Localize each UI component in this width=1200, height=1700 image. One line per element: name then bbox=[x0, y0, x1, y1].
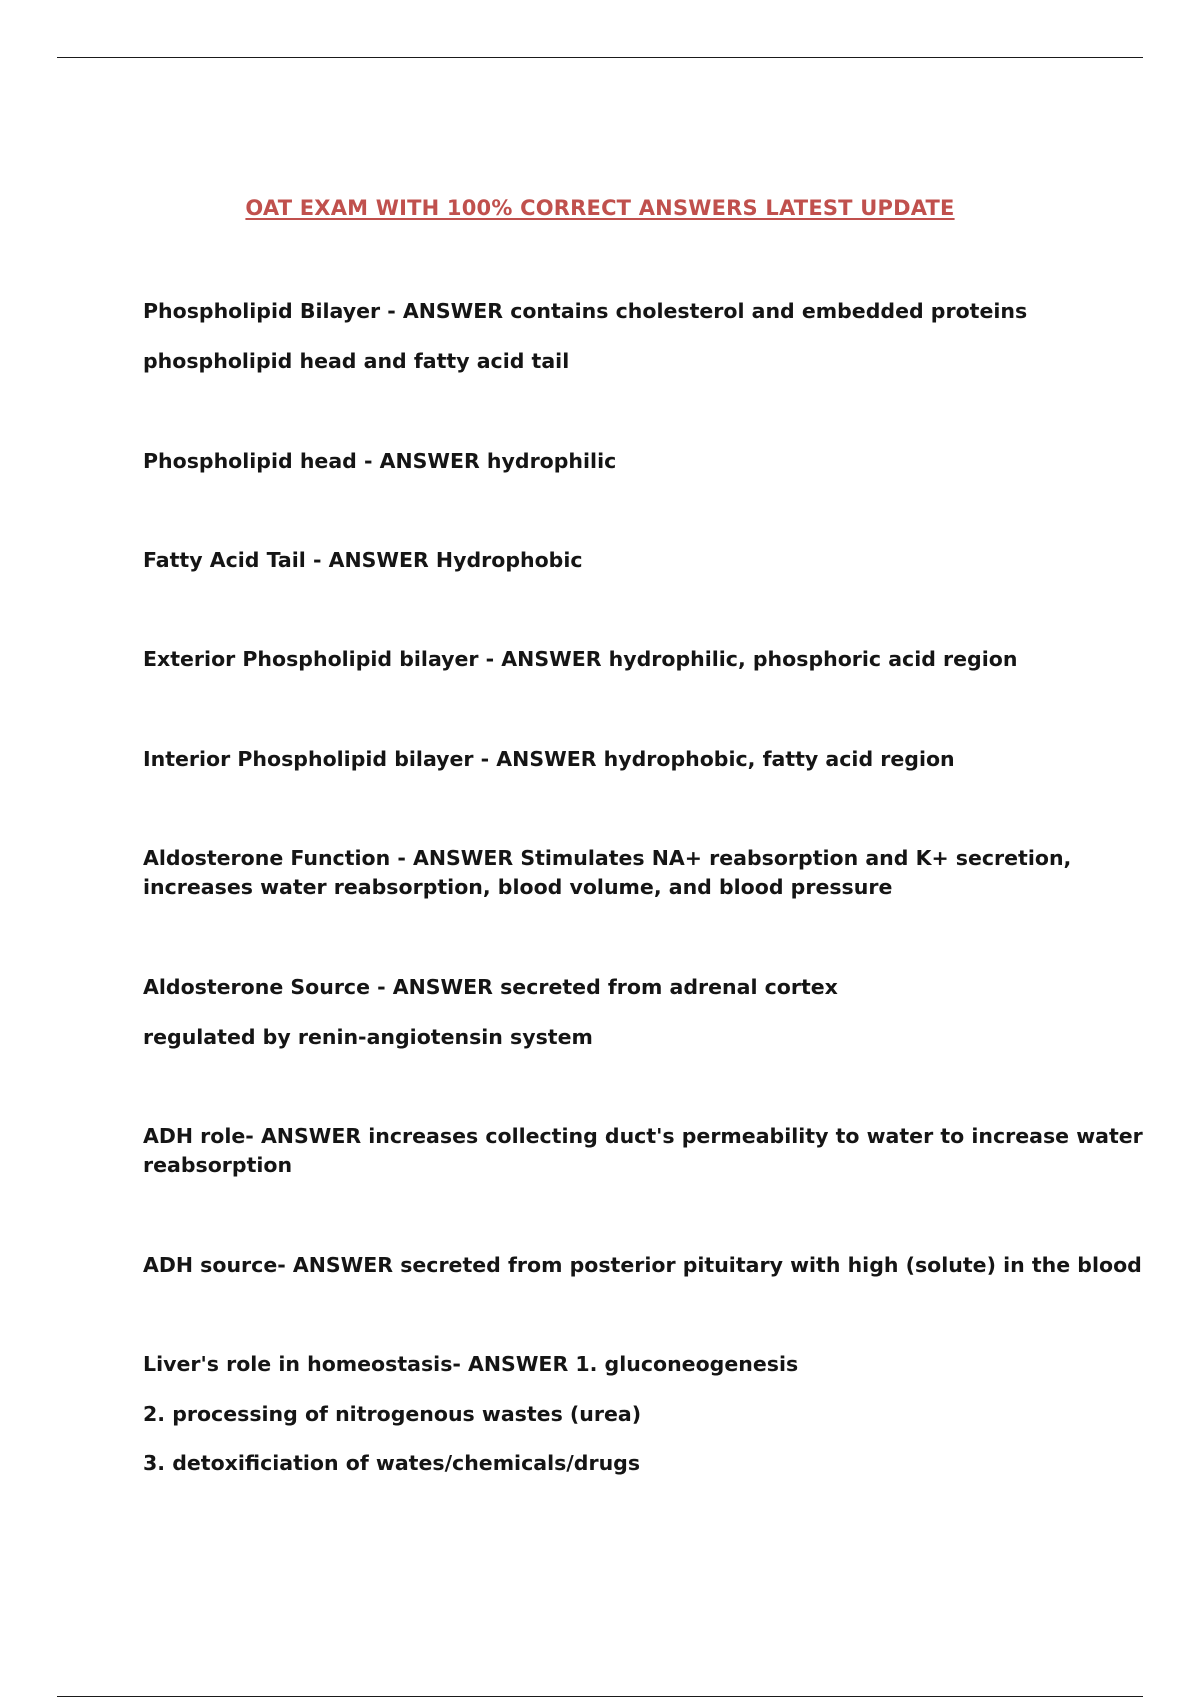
qa-entry-adh-source bbox=[143, 1251, 1142, 1280]
qa-entry-interior-bilayer bbox=[143, 745, 1103, 774]
qa-line: 2. processing of nitrogenous wastes (urea) bbox=[143, 1402, 642, 1426]
qa-line: Exterior Phospholipid bilayer - ANSWER hydrophilic, phosphoric acid region bbox=[143, 647, 1018, 671]
qa-line: Aldosterone Function - ANSWER Stimulates NA+ reabsorption and K+ secretion, bbox=[143, 846, 1072, 870]
qa-line: phospholipid head and fatty acid tail bbox=[143, 349, 570, 373]
qa-line: reabsorption bbox=[143, 1153, 293, 1177]
qa-line: increases water reabsorption, blood volume, and blood pressure bbox=[143, 875, 893, 899]
page-title: OAT EXAM WITH 100% CORRECT ANSWERS LATEST UPDATE bbox=[245, 196, 955, 220]
qa-entry-exterior-bilayer bbox=[143, 645, 1103, 674]
bottom-rule bbox=[57, 1696, 1143, 1697]
qa-line: Phospholipid head - ANSWER hydrophilic bbox=[143, 449, 617, 473]
qa-line: Liver's role in homeostasis- ANSWER 1. gluconeogenesis bbox=[143, 1352, 799, 1376]
qa-line: regulated by renin-angiotensin system bbox=[143, 1025, 593, 1049]
top-rule bbox=[57, 57, 1143, 58]
qa-line: ADH role- ANSWER increases collecting duct's permeability to water to increase water bbox=[143, 1124, 1143, 1148]
qa-line: ADH source- ANSWER secreted from posterior pituitary with high (solute) in the blood bbox=[143, 1253, 1142, 1277]
qa-line: Aldosterone Source - ANSWER secreted from adrenal cortex bbox=[143, 975, 838, 999]
qa-entry-fatty-acid-tail bbox=[143, 546, 1103, 575]
qa-line: Interior Phospholipid bilayer - ANSWER hydrophobic, fatty acid region bbox=[143, 747, 955, 771]
qa-entry-phospholipid-bilayer bbox=[143, 297, 1103, 376]
qa-entry-liver-role bbox=[143, 1350, 1103, 1478]
qa-line: 3. detoxificiation of wates/chemicals/drugs bbox=[143, 1451, 641, 1475]
qa-entry-aldosterone-function bbox=[143, 844, 1103, 902]
qa-entry-phospholipid-head bbox=[143, 447, 1103, 476]
qa-line: Phospholipid Bilayer - ANSWER contains cholesterol and embedded proteins bbox=[143, 299, 1028, 323]
qa-entry-aldosterone-source bbox=[143, 973, 1103, 1052]
qa-entry-adh-role bbox=[143, 1122, 1143, 1180]
qa-line: Fatty Acid Tail - ANSWER Hydrophobic bbox=[143, 548, 583, 572]
